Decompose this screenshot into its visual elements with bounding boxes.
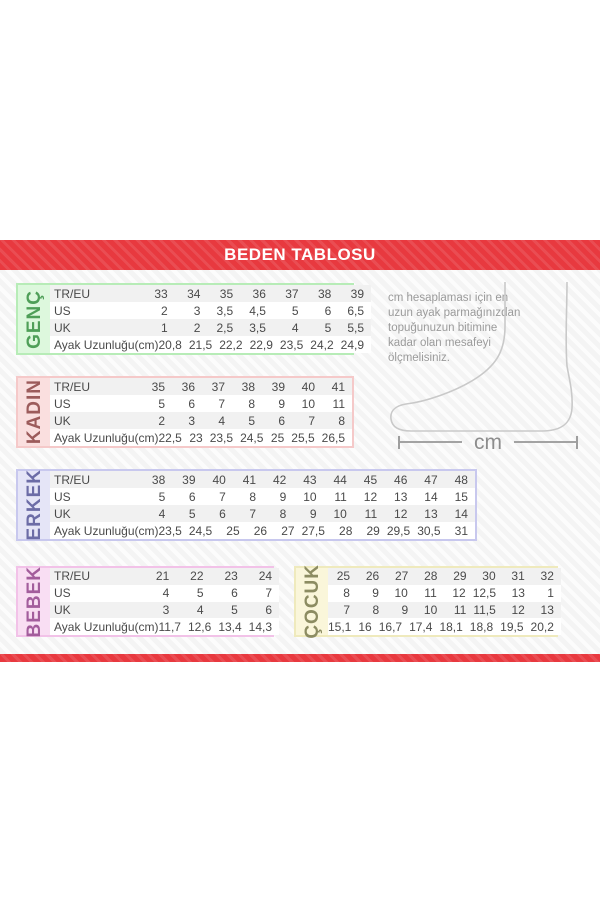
group-label-strip [18,471,50,539]
foot-outline-illustration [390,282,580,434]
table-cell: 37 [285,286,299,301]
table-cell: 21 [155,569,170,584]
table-cell: 12 [511,602,525,617]
row-label: US [54,303,71,318]
table-row [50,585,279,602]
table-cell: 38 [151,472,166,487]
table-cell: 41 [331,379,345,394]
bottom-red-band [0,654,600,662]
table-cell: 5 [158,489,166,504]
table-cell: 48 [454,472,468,487]
table-cell: 5 [291,303,299,318]
table-row [50,505,475,522]
table-cell: 32 [540,569,554,584]
table-cell: 29 [453,569,467,584]
table-cell: 28 [339,523,353,538]
table-cell: 7 [308,413,315,428]
table-cell: 23 [224,569,238,584]
table-cell: 26 [253,523,268,538]
table-cell: 22,5 [158,430,182,445]
table-cell: 14 [424,489,438,504]
table-cell: 15 [454,489,468,504]
table-cell: 9 [309,506,317,521]
group-label: KADIN [23,379,45,445]
table-body [328,568,561,635]
table-cell: 31 [454,523,468,538]
table-cell: 26 [365,569,380,584]
table-cell: 5 [324,320,332,335]
table-cell: 25 [336,569,351,584]
table-cell: 44 [333,472,347,487]
measure-line-segment [514,441,576,443]
table-cell: 14,3 [248,619,273,634]
table-cell: 22 [190,569,204,584]
table-cell: 27,5 [301,523,325,538]
table-cell: 20,8 [158,337,182,352]
table-cell: 11 [332,396,345,411]
group-label-strip [18,565,50,638]
table-cell: 21,5 [188,337,213,352]
table-cell: 12 [452,586,466,601]
table-cell: 20,2 [530,619,554,634]
cm-measure-line [398,430,578,454]
table-cell: 10 [333,506,347,521]
row-label: US [54,489,71,504]
title-band [0,240,600,270]
measure-tick-right [576,436,578,449]
table-cell: 27 [394,569,409,584]
group-label-strip [18,378,50,446]
table-cell: 11 [334,489,347,504]
table-cell: 6 [265,602,273,617]
group-label: GENÇ [23,289,45,349]
row-label: TR/EU [54,472,90,487]
table-cell: 12,5 [472,586,497,601]
table-cell: 16 [358,619,372,634]
note-line: cm hesaplaması için en [388,292,509,304]
table-cell: 41 [242,472,257,487]
table-body [50,285,371,353]
table-cell: 5 [158,396,165,411]
group-label-strip [296,564,328,639]
table-cell: 43 [303,472,317,487]
measure-line-segment [400,441,462,443]
table-cell: 39 [350,286,365,301]
table-cell: 8 [372,602,380,617]
table-row [50,471,475,488]
table-cell: 36 [252,286,266,301]
row-label: TR/EU [54,286,90,301]
table-cell: 8 [338,413,345,428]
row-label: UK [54,413,71,428]
table-cell: 28 [424,569,438,584]
table-cell: 38 [317,286,332,301]
table-cell: 9 [372,586,379,601]
table-cell: 16,7 [378,619,403,634]
table-cell: 42 [272,472,287,487]
table-row [50,602,279,619]
table-row [328,585,561,602]
row-label: UK [54,602,71,617]
table-cell: 13 [511,586,525,601]
table-row [328,602,561,619]
row-label: US [54,396,71,411]
table-cell: 3,5 [216,303,234,318]
table-row [50,319,371,336]
size-table-cocuk [294,566,558,637]
table-cell: 4,5 [249,303,266,318]
table-cell: 24,5 [188,523,213,538]
table-row [50,336,371,353]
table-cell: 13 [424,506,438,521]
table-row [50,412,352,429]
table-cell: 4 [158,506,166,521]
table-body [50,568,279,635]
table-cell: 4 [162,586,170,601]
table-cell: 11,7 [158,619,181,634]
size-table-bebek [16,566,274,637]
table-cell: 8 [249,489,257,504]
group-label: BEBEK [23,565,45,638]
table-cell: 6 [324,303,332,318]
table-cell: 6 [188,396,195,411]
table-cell: 47 [424,472,438,487]
row-label: TR/EU [54,379,90,394]
group-label-strip [18,285,50,353]
note-line: kadar olan mesafeyi [388,337,491,349]
table-cell: 5 [231,602,238,617]
table-cell: 11,5 [473,602,496,617]
table-cell: 46 [394,472,408,487]
table-cell: 4 [291,320,299,335]
table-cell: 3 [162,602,170,617]
table-cell: 35 [219,286,234,301]
table-cell: 12,6 [187,619,212,634]
table-cell: 6 [219,506,226,521]
note-line: ölçmelisiniz. [388,352,450,364]
table-cell: 23,5 [279,337,304,352]
table-cell: 25 [226,523,240,538]
table-cell: 7 [218,396,225,411]
table-cell: 25,5 [291,430,315,445]
table-cell: 29,5 [386,523,411,538]
table-row [50,285,371,302]
row-label: Ayak Uzunluğu(cm) [54,523,159,538]
table-cell: 26,5 [321,430,345,445]
table-cell: 34 [187,286,201,301]
table-cell: 24,2 [310,337,334,352]
table-cell: 27 [281,523,295,538]
table-cell: 3,5 [249,320,266,335]
table-cell: 24 [258,569,273,584]
table-cell: 8 [279,506,287,521]
table-cell: 7 [219,489,226,504]
table-cell: 8 [343,586,350,601]
table-cell: 7 [343,602,351,617]
table-cell: 11 [424,586,437,601]
table-cell: 24,9 [340,337,364,352]
table-cell: 17,4 [409,619,433,634]
table-cell: 2,5 [216,320,234,335]
page-title: BEDEN TABLOSU [224,245,376,264]
table-cell: 31 [511,569,525,584]
table-cell: 4 [196,602,204,617]
table-cell: 18,8 [469,619,494,634]
table-cell: 1 [161,320,168,335]
table-cell: 45 [363,472,378,487]
table-row [50,522,475,539]
group-label: ERKEK [23,469,45,541]
table-cell: 9 [401,602,409,617]
table-cell: 29 [366,523,380,538]
size-table-kadin [16,376,354,448]
size-table-erkek [16,469,477,541]
table-cell: 2 [161,303,168,318]
table-cell: 3 [193,303,201,318]
table-cell: 13 [394,489,408,504]
row-label: Ayak Uzunluğu(cm) [54,337,159,352]
table-cell: 12 [363,489,378,504]
table-row [50,618,279,635]
table-cell: 1 [547,586,554,601]
table-cell: 10 [303,489,317,504]
size-table-genc [16,283,365,355]
table-cell: 2 [158,413,165,428]
table-cell: 14 [454,506,468,521]
table-cell: 15,1 [328,619,352,634]
row-label: UK [54,506,71,521]
table-body [50,378,352,446]
table-cell: 23 [189,430,203,445]
table-row [328,568,561,585]
table-cell: 5 [188,506,196,521]
table-cell: 10 [394,586,408,601]
group-label: ÇOCUK [301,564,323,639]
table-cell: 38 [241,379,255,394]
table-cell: 22,9 [249,337,273,352]
table-cell: 37 [211,379,225,394]
table-cell: 11 [453,602,467,617]
table-cell: 30,5 [417,523,441,538]
table-cell: 13,4 [218,619,242,634]
row-label: TR/EU [54,569,90,584]
table-cell: 22,2 [219,337,243,352]
table-cell: 13 [540,602,554,617]
table-cell: 19,5 [500,619,524,634]
table-cell: 9 [279,489,287,504]
row-label: Ayak Uzunluğu(cm) [54,430,159,445]
table-cell: 9 [278,396,285,411]
table-row [50,378,352,395]
table-cell: 23,5 [158,523,182,538]
table-cell: 12 [394,506,408,521]
table-cell: 4 [218,413,225,428]
table-body [50,471,475,539]
table-cell: 33 [154,286,168,301]
table-cell: 18,1 [439,619,463,634]
note-line: topuğunuzun bitimine [388,322,498,334]
table-cell: 5 [196,586,204,601]
table-cell: 30 [482,569,496,584]
table-row [50,302,371,319]
table-cell: 11 [364,506,378,521]
table-cell: 6 [278,413,285,428]
table-cell: 10 [423,602,438,617]
table-row [50,395,352,412]
table-row [328,618,561,635]
table-cell: 6 [188,489,196,504]
table-cell: 6,5 [347,303,365,318]
table-cell: 40 [301,379,315,394]
table-cell: 23,5 [209,430,234,445]
table-cell: 40 [212,472,226,487]
table-cell: 8 [248,396,255,411]
table-cell: 7 [249,506,257,521]
table-cell: 25 [270,430,285,445]
table-cell: 5,5 [347,320,365,335]
table-cell: 2 [193,320,201,335]
table-cell: 5 [248,413,255,428]
table-cell: 24,5 [240,430,264,445]
table-cell: 39 [182,472,196,487]
table-cell: 7 [265,586,273,601]
table-row [50,429,352,446]
table-cell: 39 [271,379,285,394]
row-label: Ayak Uzunluğu(cm) [54,619,159,634]
table-cell: 6 [231,586,238,601]
row-label: UK [54,320,71,335]
cm-label: cm [474,430,502,454]
note-line: uzun ayak parmağınızdan [388,307,521,319]
table-cell: 10 [301,396,315,411]
table-row [50,488,475,505]
row-label: US [54,586,71,601]
table-cell: 35 [151,379,165,394]
table-cell: 36 [181,379,195,394]
table-row [50,568,279,585]
table-cell: 3 [188,413,195,428]
